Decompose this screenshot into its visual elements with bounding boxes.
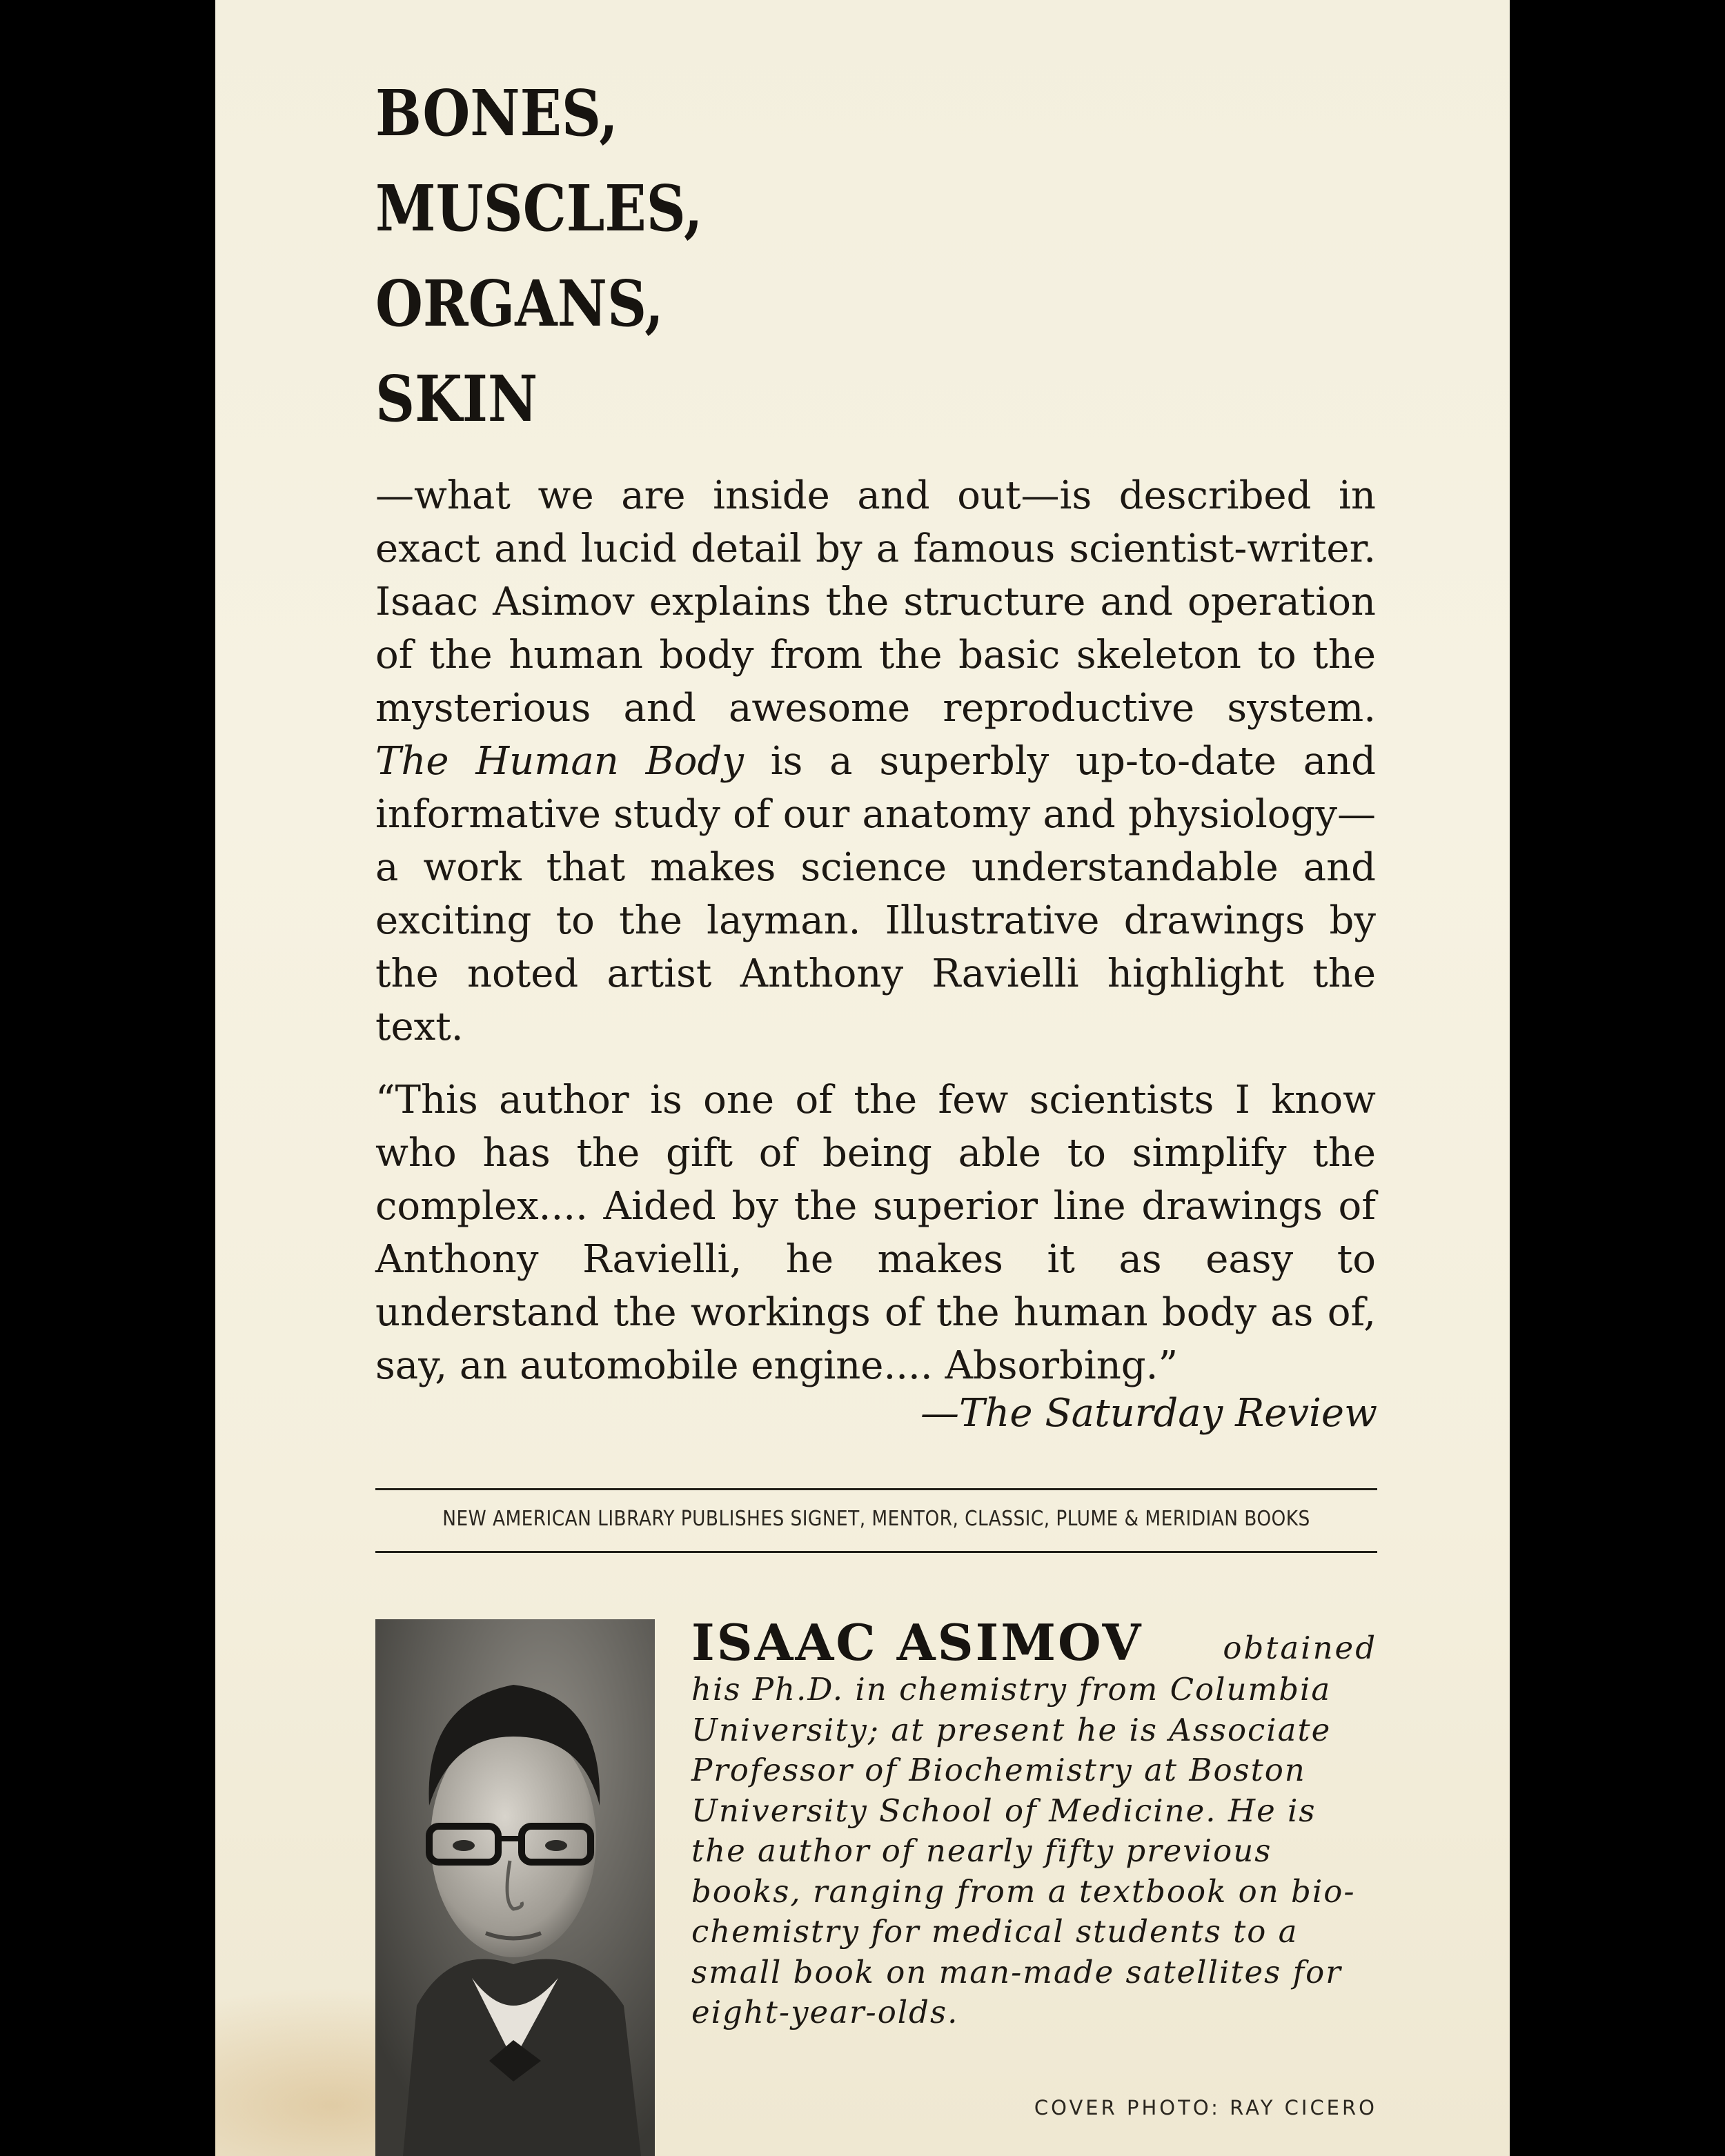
bio-line: Professor of Biochemistry at Boston <box>691 1752 1306 1788</box>
bio-line: University; at present he is Associate <box>691 1711 1332 1748</box>
blurb-text-part-1: —what we are inside and out—is described in exact and lucid detail by a famous scientist-writer. Isaac Asimov explains the structure and operation of the human body from the basic skeleton to the mysterious and awesome reproductive system. <box>375 473 1376 731</box>
blurb-text-part-2: is a superbly up-to-date and informative study of our anatomy and physiology—a work that makes science understandable and exciting to the layman. Illustrative drawings by the noted artist Anthony Ravielli highlight the text. <box>375 739 1377 1049</box>
bio-line: small book on man-made satellites for <box>691 1953 1342 1990</box>
publisher-line: NEW AMERICAN LIBRARY PUBLISHES SIGNET, MENTOR, CLASSIC, PLUME & MERIDIAN BOOKS <box>442 1507 1310 1531</box>
bio-line: books, ranging from a textbook on bio- <box>691 1872 1356 1910</box>
book-title: The Human Body <box>375 739 744 784</box>
description-blurb <box>375 469 1376 1054</box>
bio-line: eight-year-olds. <box>691 1994 959 2030</box>
headline-line: SKIN <box>375 362 538 436</box>
book-back-cover <box>215 0 1510 2156</box>
review-quote: “This author is one of the few scientists I know who has the gift of being able to simplify the complex.... Aided by the superior line drawings of Anthony Ravielli, he makes it as easy to understand the workings of the human body as of, say, an automobile engine.... Absorbing.” <box>375 1078 1376 1388</box>
review-source: —The Saturday Review <box>920 1391 1377 1436</box>
author-bio <box>691 1670 1510 2033</box>
author-name: ISAAC ASIMOV <box>691 1613 1143 1672</box>
bio-line: the author of nearly fifty previous <box>691 1832 1272 1869</box>
headline <box>375 66 702 446</box>
bio-line: his Ph.D. in chemistry from Columbia <box>691 1671 1332 1708</box>
bio-lead-word: obtained <box>1223 1630 1377 1666</box>
headline-line: BONES, <box>375 76 618 150</box>
headline-line: ORGANS, <box>375 266 664 341</box>
bio-line: University School of Medicine. He is <box>691 1792 1317 1829</box>
divider-top <box>375 1488 1377 1490</box>
headline-line: MUSCLES, <box>375 171 703 246</box>
cover-photo-credit: COVER PHOTO: RAY CICERO <box>1034 2096 1377 2119</box>
author-photo <box>375 1619 655 2156</box>
bio-line: chemistry for medical students to a <box>691 1913 1299 1950</box>
divider-bottom <box>375 1551 1377 1553</box>
